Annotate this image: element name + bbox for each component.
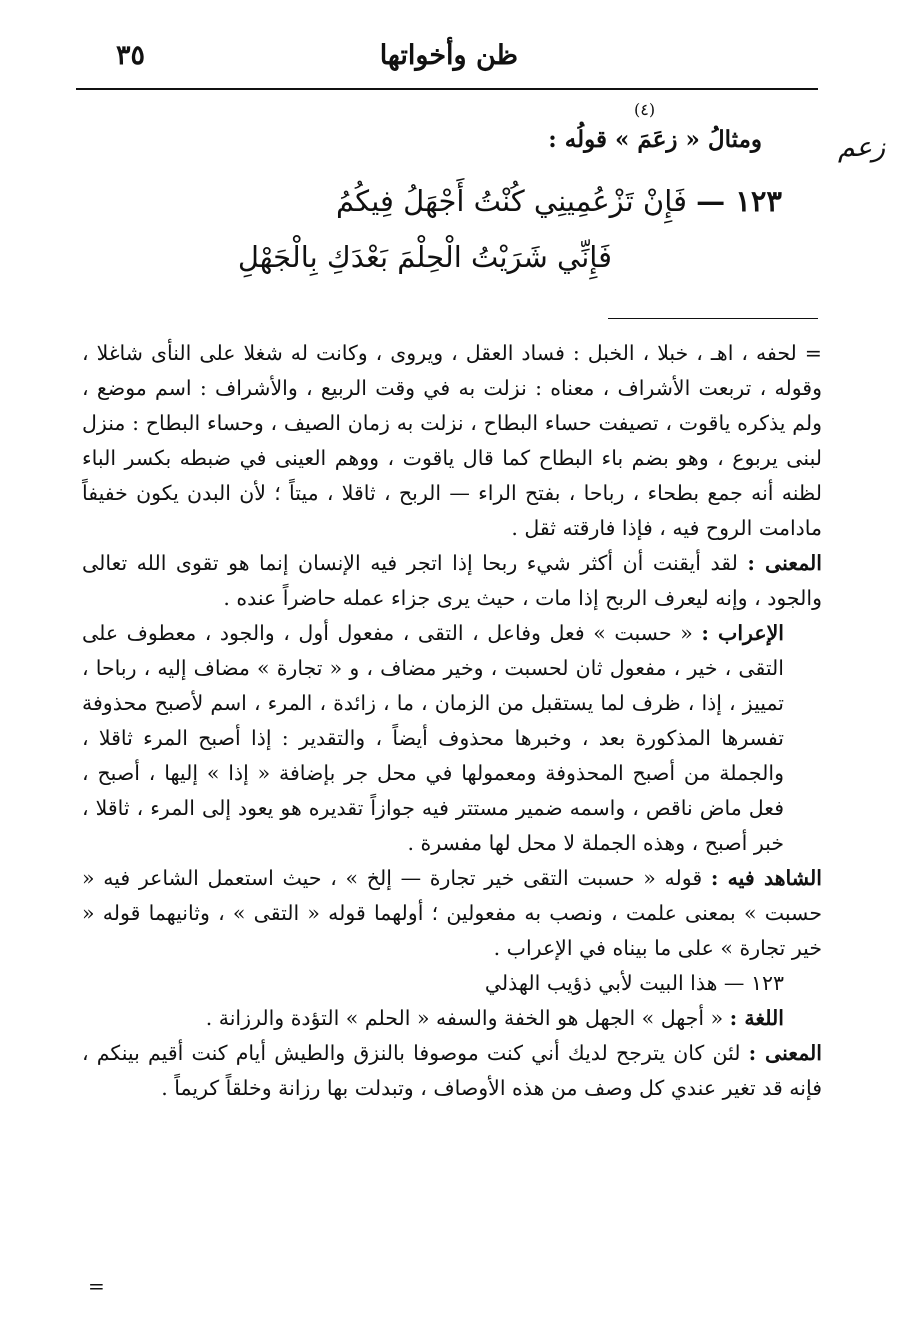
verse-line-1: فَإِنْ تَزْعُمِينِي كُنْتُ أَجْهَلُ فِيكُمُ: [335, 184, 687, 218]
verse-first-hemistich: [336, 184, 782, 218]
footnote-paragraph: [82, 336, 822, 546]
section-label: المعنى :: [748, 1041, 822, 1065]
footnote-text: « أجهل » الجهل هو الخفة والسفه « الحلم » التؤدة والرزانة .: [205, 1006, 724, 1030]
header-rule: [76, 88, 818, 90]
footnote-paragraph: [82, 861, 822, 966]
footnote-paragraph: [82, 966, 822, 1001]
chapter-title: ظن وأخواتها: [379, 40, 518, 71]
section-label: الشاهد فيه :: [710, 866, 822, 890]
section-label: المعنى :: [747, 551, 822, 575]
continuation-end-mark: =: [88, 1274, 105, 1298]
example-intro: ومثالُ « زعَمَ » قولُه :: [548, 126, 762, 153]
verse-number: ١٢٣ —: [696, 184, 782, 218]
footnote-text: لحفه ، اهـ ، خبلا ، الخبل : فساد العقل ، ويروى ، وكانت له شغلا على النأى شاغلا ، وقوله ، تربعت الأشراف ، معناه : نزلت به في وقت الربيع ، والأشراف : اسم موضع ، ولم يذكره ياقوت ، تصيفت حساء البطاح ، نزلت به زمان الصيف ، وحساء البطاح : منزل لبنى يربوع ، وهو بضم باء البطاح كما قال ياقوت ، ووهم العينى في ضبطه بكسر الباء لظنه أنه جمع بطحاء ، رباحا ، بفتح الراء — الربح ، ثاقلا ، ميتاً ؛ لأن البدن يكون خفيفاً مادامت الروح فيه ، فإذا فارقته ثقل .: [82, 341, 822, 540]
footnote-paragraph: [82, 546, 822, 616]
continuation-mark: =: [804, 341, 822, 365]
footnote-rule: [608, 318, 818, 319]
section-label: الإعراب :: [701, 621, 784, 645]
footnote-text: لقد أيقنت أن أكثر شيء ربحا إذا اتجر فيه الإنسان إنما هو تقوى الله تعالى والجود ، وإنه ليعرف الربح إذا مات ، حيث يرى جزاء عمله حاضراً عنده .: [82, 551, 822, 610]
page-header: [78, 38, 818, 82]
footnotes: [82, 336, 822, 1106]
footnote-text: « حسبت » فعل وفاعل ، التقى ، مفعول أول ، والجود ، معطوف على التقى ، خير ، مفعول ثان لحسبت ، وخير مضاف ، و « تجارة » مضاف إليه ، رباحا ، تمييز ، إذا ، ظرف لما يستقبل من الزمان ، ما ، زائدة ، المرء ، اسم لأصبح محذوفة تفسرها المذكورة بعد ، وخبرها محذوف أيضاً ، والتقدير : إذا أصبح المرء ثاقلا ، والجملة من أصبح المحذوفة ومعمولها في محل جر بإضافة « إذا » إليها ، أصبح ، فعل ماض ناقص ، واسمه ضمير مستتر فيه جوازاً تقديره هو يعود إلى المرء ، ثاقلا ، خبر أصبح ، وهذه الجملة لا محل لها مفسرة .: [82, 621, 784, 855]
handwritten-margin-note: زعم: [838, 132, 886, 163]
footnote-text: لئن كان يترجح لديك أني كنت موصوفا بالنزق والطيش أيام كنت أقيم بينكم ، فإنه قد تغير عندي كل وصف من هذه الأوصاف ، وتبدلت بها رزانة وخلقاً كريماً .: [82, 1041, 822, 1100]
footnote-text: قوله « حسبت التقى خير تجارة — إلخ » ، حيث استعمل الشاعر فيه « حسبت » بمعنى علمت ، ونصب به مفعولين ؛ أولهما قوله « التقى » ، وثانيهما قوله « خير تجارة » على ما بيناه في الإعراب .: [82, 866, 822, 960]
footnote-paragraph: [82, 1036, 822, 1106]
footnote-marker: (٤): [634, 100, 656, 119]
verse-line-2: فَإِنِّي شَرَيْتُ الْحِلْمَ بَعْدَكِ بِالْجَهْلِ: [237, 240, 612, 274]
section-label: اللغة :: [729, 1006, 784, 1030]
footnote-paragraph: [82, 616, 822, 861]
page-number: ٣٥: [116, 40, 146, 71]
footnote-text: ١٢٣ — هذا البيت لأبي ذؤيب الهذلي: [484, 971, 784, 995]
footnote-paragraph: [82, 1001, 822, 1036]
